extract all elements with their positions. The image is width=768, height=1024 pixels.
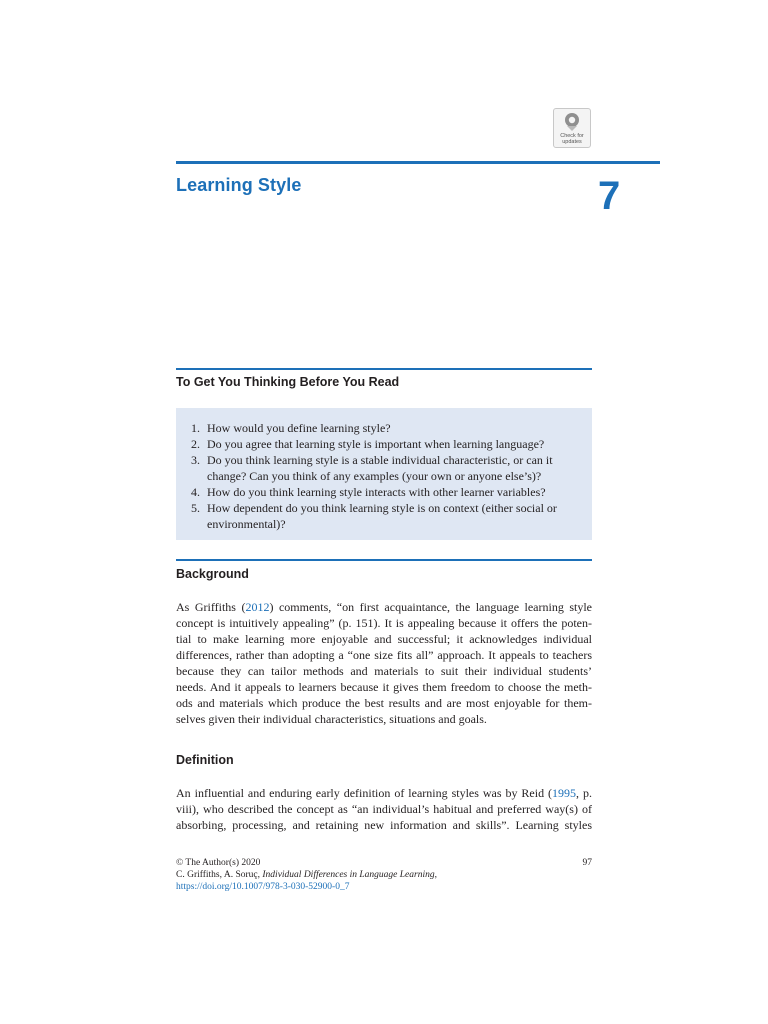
background-heading: Background — [176, 567, 249, 581]
question-text: How would you define learning style? — [207, 421, 391, 435]
definition-heading: Definition — [176, 753, 234, 767]
chapter-title: Learning Style — [176, 175, 302, 195]
paragraph-line: differences, rather than adopting a “one size fits all” approach. It appeals to teachers — [176, 648, 592, 662]
background-paragraph — [176, 599, 592, 727]
question-number: 1. — [191, 421, 200, 435]
definition-paragraph — [176, 785, 592, 833]
citation-link-2012[interactable]: 2012 — [245, 600, 270, 614]
citation-book-title: Individual Differences in Language Learning — [262, 870, 435, 880]
chapter-number: 7 — [598, 174, 621, 218]
crossmark-icon — [563, 112, 581, 132]
check-for-updates-label — [554, 133, 590, 145]
question-text: How dependent do you think learning style is on context (either social or — [207, 501, 557, 515]
question-text: How do you think learning style interacts with other learner variables? — [207, 485, 546, 499]
question-text: Do you agree that learning style is important when learning language? — [207, 437, 545, 451]
background-section-rule — [176, 559, 592, 561]
question-item — [191, 436, 578, 452]
question-text-cont: environmental)? — [207, 517, 286, 531]
citation-punct: , — [434, 870, 437, 880]
question-number: 3. — [191, 453, 200, 467]
text-segment: As Griffiths ( — [176, 600, 246, 614]
paragraph-line: needs. And it appeals to learners because it gives them freedom to choose the meth- — [176, 680, 592, 694]
question-item — [191, 452, 578, 484]
paragraph-line — [176, 785, 592, 801]
question-text: Do you think learning style is a stable individual characteristic, or can it — [207, 453, 553, 467]
question-item — [191, 500, 578, 532]
question-list — [191, 420, 578, 532]
crossmark-label-line1: Check for — [560, 133, 584, 139]
thinking-section-rule — [176, 368, 592, 370]
question-number: 5. — [191, 501, 200, 515]
paragraph-line: because they can tailor methods and materials to suit their individual students’ — [176, 664, 592, 678]
citation-authors: C. Griffiths, A. Soruç, — [176, 870, 263, 880]
question-number: 4. — [191, 485, 200, 499]
page-footer — [176, 857, 592, 893]
citation-link-1995[interactable]: 1995 — [552, 786, 577, 800]
crossmark-label-line2: updates — [562, 139, 582, 145]
doi-link[interactable]: https://doi.org/10.1007/978-3-030-52900-0_7 — [176, 882, 350, 892]
question-text-cont: change? Can you think of any examples (your own or anyone else’s)? — [207, 469, 542, 483]
copyright-line: © The Author(s) 2020 — [176, 858, 261, 868]
paragraph-line: concept is intuitively appealing” (p. 151). It is appealing because it offers the poten- — [176, 616, 592, 630]
question-item — [191, 420, 578, 436]
page-number: 97 — [582, 858, 592, 868]
paragraph-line: absorbing, processing, and retaining new information and skills”. Learning styles — [176, 818, 592, 832]
paragraph-line: tial to make learning more enjoyable and successful; it acknowledges individual — [176, 632, 592, 646]
chapter-header-rule — [176, 161, 660, 164]
text-segment: ) comments, “on first acquaintance, the language learning style — [269, 600, 592, 614]
paragraph-line — [176, 599, 592, 615]
text-segment: , p. — [576, 786, 593, 800]
thinking-heading: To Get You Thinking Before You Read — [176, 375, 400, 389]
paragraph-line: viii), who described the concept as “an individual’s habitual and preferred way(s) of — [176, 802, 592, 816]
text-segment: An influential and enduring early definition of learning styles was by Reid ( — [176, 786, 553, 800]
question-box — [176, 408, 592, 540]
citation-line — [176, 869, 592, 881]
question-item — [191, 484, 578, 500]
question-number: 2. — [191, 437, 200, 451]
paragraph-line: ods and materials which produce the best results and are most enjoyable for them- — [176, 696, 592, 710]
check-for-updates-badge[interactable] — [553, 108, 591, 148]
paragraph-line: selves given their individual characteristics, situations and goals. — [176, 712, 487, 726]
